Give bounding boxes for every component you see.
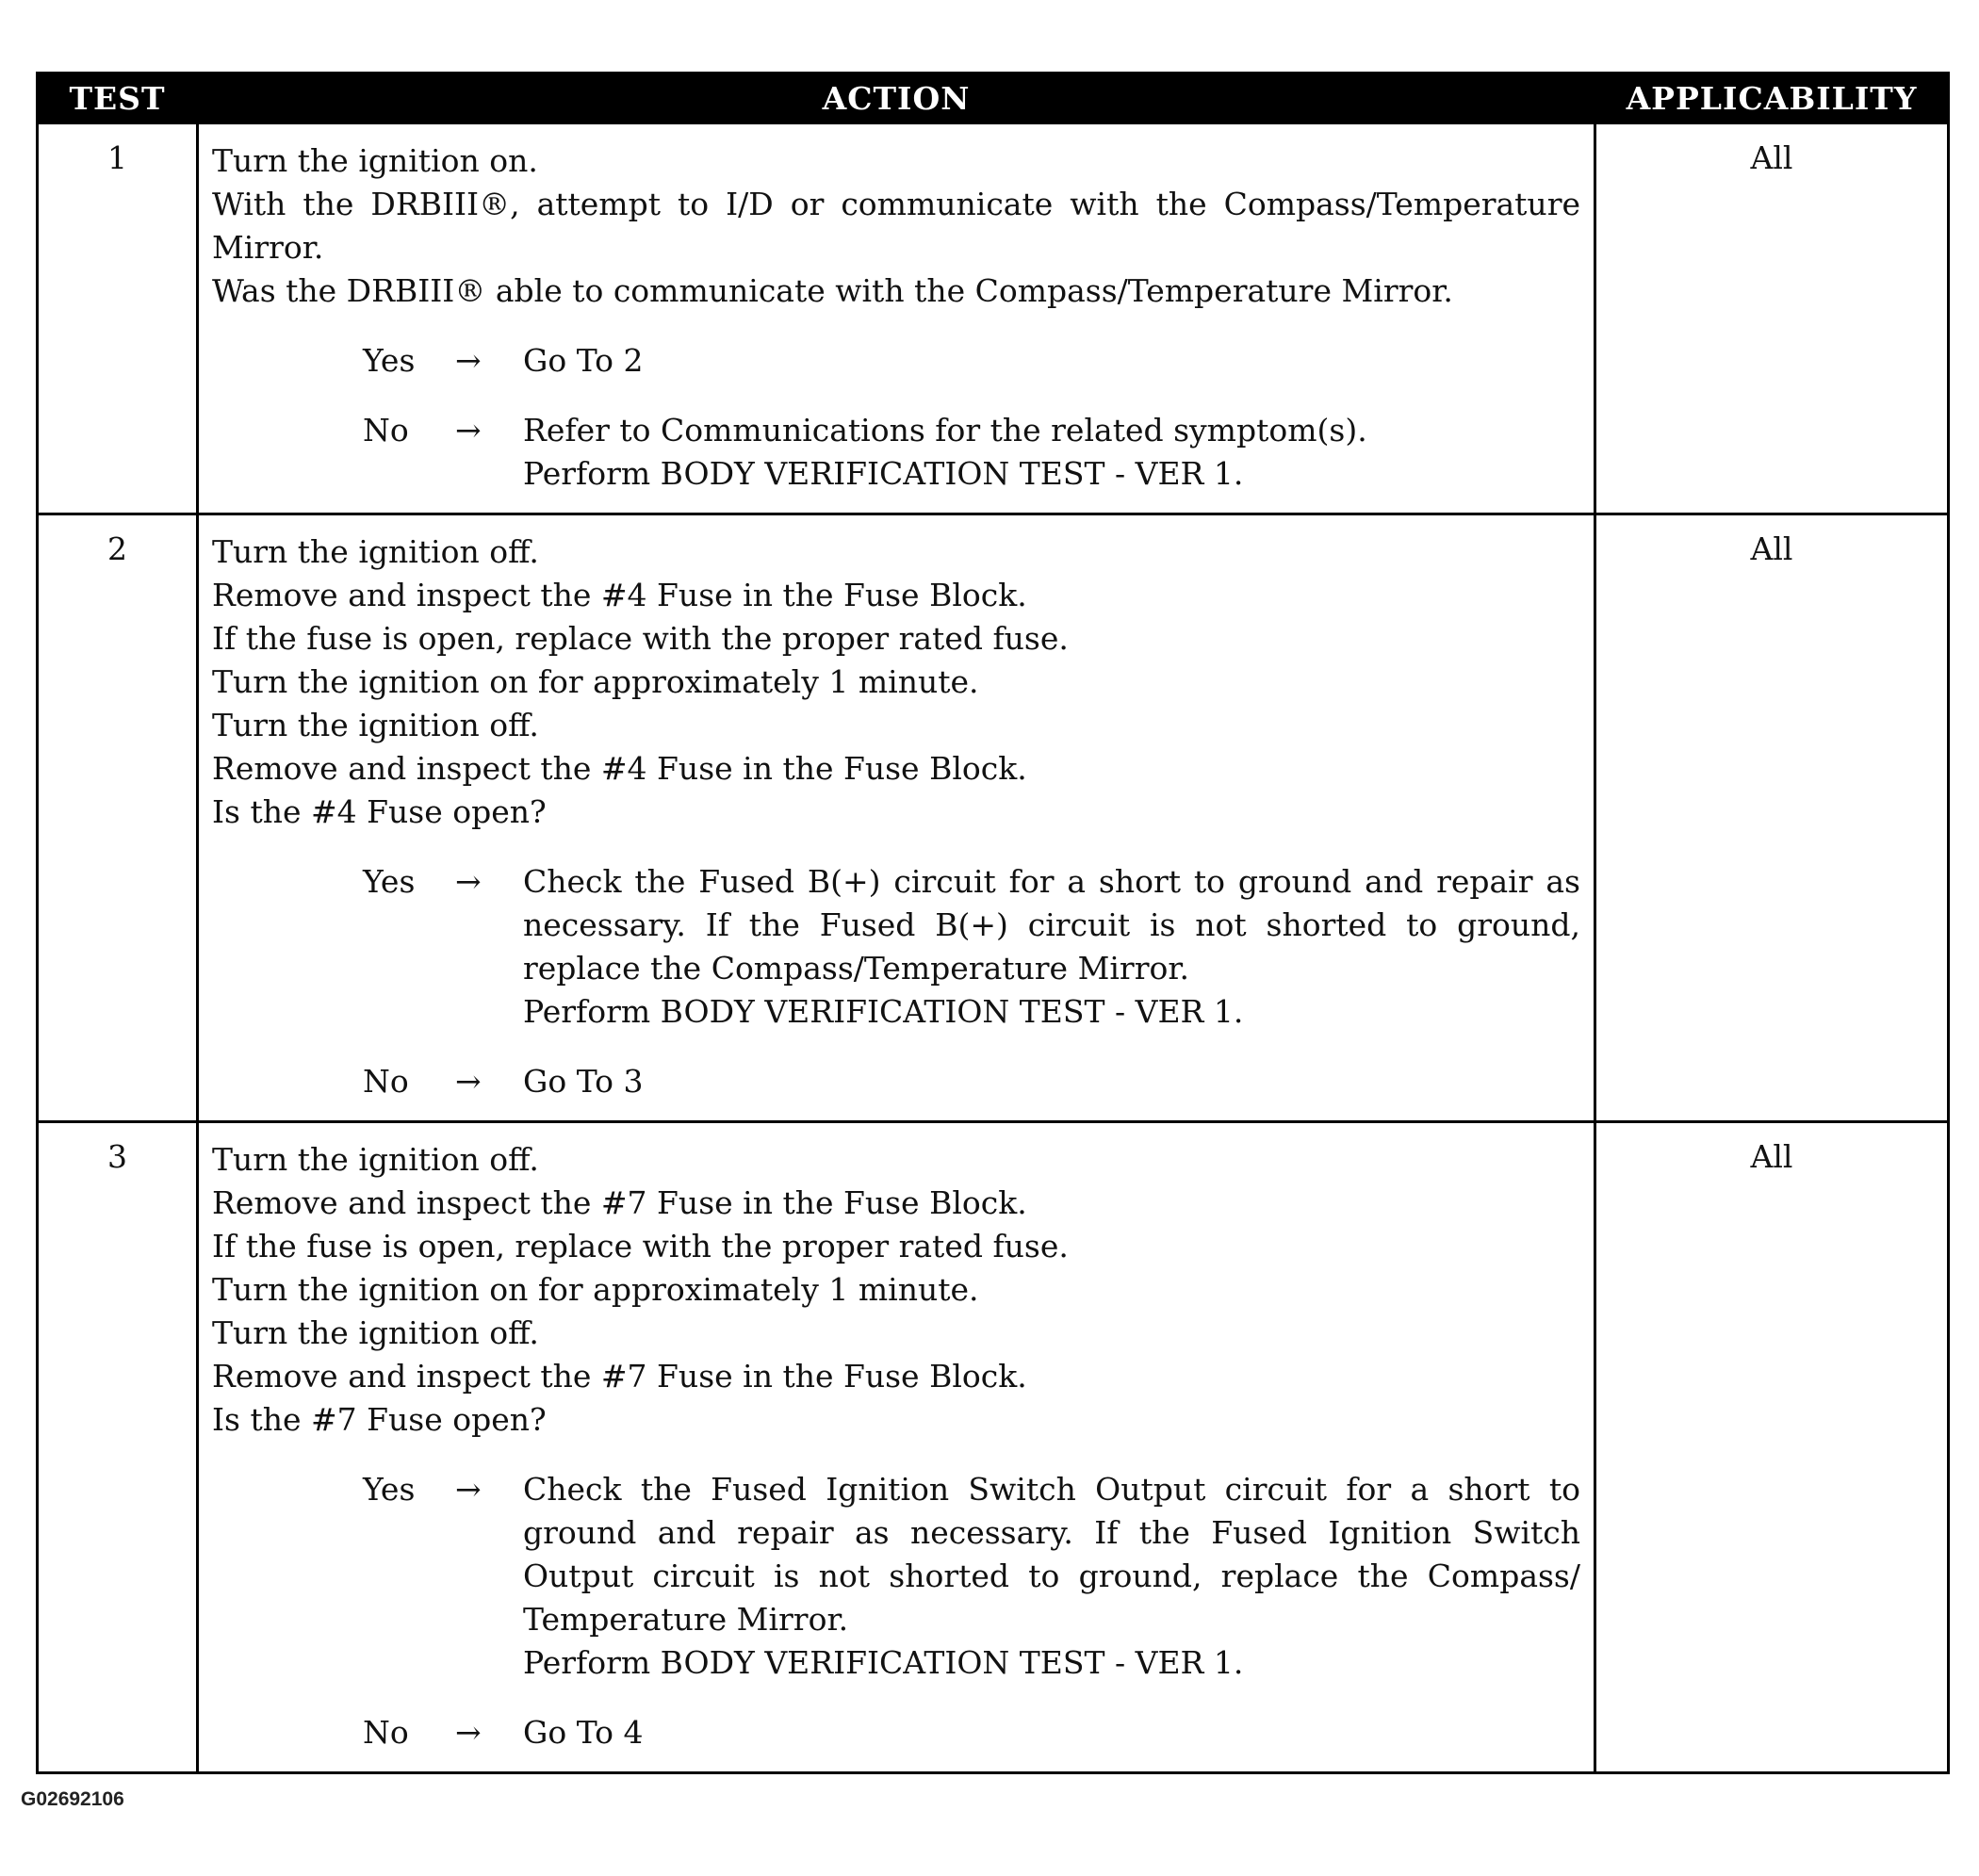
result-line: Perform BODY VERIFICATION TEST - VER 1. [523,455,1244,492]
action-line: Mirror. [212,229,324,266]
result-line: Go To 3 [523,1063,644,1100]
result-line: Output circuit is not shorted to ground, replace the Compass/ [523,1558,1580,1594]
action-line: Was the DRBIII® able to communicate with the Compass/Temperature Mirror. [212,272,1453,309]
no-text [523,1060,1580,1103]
table-row [38,123,1949,514]
arrow-right-icon: → [455,342,482,379]
arrow-right-icon: → [455,1471,482,1508]
action-line: Is the #4 Fuse open? [212,793,547,830]
arrow-right-icon: → [455,863,482,900]
action-line: Turn the ignition on for approximately 1 minute. [212,1271,979,1308]
diagnostic-test-table [36,72,1950,1774]
yes-label: Yes [363,1471,416,1508]
action-line: Turn the ignition on. [212,142,538,179]
arrow-right-icon: → [455,1714,482,1751]
applicability-value: All [1595,123,1949,514]
test-number: 1 [38,123,198,514]
result-line: ground and repair as necessary. If the Fused Ignition Switch [523,1514,1580,1551]
result-line: replace the Compass/Temperature Mirror. [523,950,1189,987]
yes-label: Yes [363,863,416,900]
result-line: Temperature Mirror. [523,1601,849,1638]
no-label: No [363,1714,409,1751]
result-line: Go To 2 [523,342,644,379]
arrow-right-icon: → [455,412,482,449]
result-line: necessary. If the Fused B(+) circuit is not shorted to ground, [523,906,1580,943]
header-applicability: APPLICABILITY [1595,73,1949,123]
result-line: Perform BODY VERIFICATION TEST - VER 1. [523,993,1244,1030]
action-line: Remove and inspect the #7 Fuse in the Fuse Block. [212,1184,1027,1221]
result-line: Go To 4 [523,1714,644,1751]
result-line: Check the Fused B(+) circuit for a short to ground and repair as [523,863,1580,900]
action-line: If the fuse is open, replace with the proper rated fuse. [212,620,1069,657]
action-line: Remove and inspect the #7 Fuse in the Fuse Block. [212,1358,1027,1395]
applicability-value: All [1595,514,1949,1122]
action-cell [198,1122,1595,1773]
no-label: No [363,1063,409,1100]
yes-label: Yes [363,342,416,379]
test-number: 2 [38,514,198,1122]
no-result [212,409,1580,496]
result-line: Check the Fused Ignition Switch Output circuit for a short to [523,1471,1580,1508]
action-line: Turn the ignition off. [212,1314,539,1351]
action-line: If the fuse is open, replace with the proper rated fuse. [212,1228,1069,1264]
yes-text [523,860,1580,1034]
action-line: Remove and inspect the #4 Fuse in the Fuse Block. [212,750,1027,787]
result-line: Perform BODY VERIFICATION TEST - VER 1. [523,1644,1244,1681]
no-label: No [363,412,409,449]
action-line: Turn the ignition on for approximately 1 minute. [212,663,979,700]
yes-text [523,1468,1580,1685]
action-cell [198,514,1595,1122]
figure-id: G02692106 [21,1788,124,1810]
action-line: With the DRBIII®, attempt to I/D or communicate with the Compass/Temperature [212,186,1580,222]
yes-result [212,1468,1580,1685]
table-row [38,514,1949,1122]
result-line: Refer to Communications for the related symptom(s). [523,412,1367,449]
no-text [523,1711,1580,1754]
no-text [523,409,1580,496]
action-line: Is the #7 Fuse open? [212,1401,547,1438]
yes-result [212,339,1580,383]
arrow-right-icon: → [455,1063,482,1100]
action-line: Turn the ignition off. [212,1141,539,1178]
table-row [38,1122,1949,1773]
no-result [212,1060,1580,1103]
action-line: Remove and inspect the #4 Fuse in the Fuse Block. [212,577,1027,613]
action-cell [198,123,1595,514]
yes-text [523,339,1580,383]
table-header-row [38,73,1949,123]
applicability-value: All [1595,1122,1949,1773]
no-result [212,1711,1580,1754]
header-action: ACTION [198,73,1595,123]
yes-result [212,860,1580,1034]
action-line: Turn the ignition off. [212,707,539,743]
header-test: TEST [38,73,198,123]
test-number: 3 [38,1122,198,1773]
action-line: Turn the ignition off. [212,533,539,570]
